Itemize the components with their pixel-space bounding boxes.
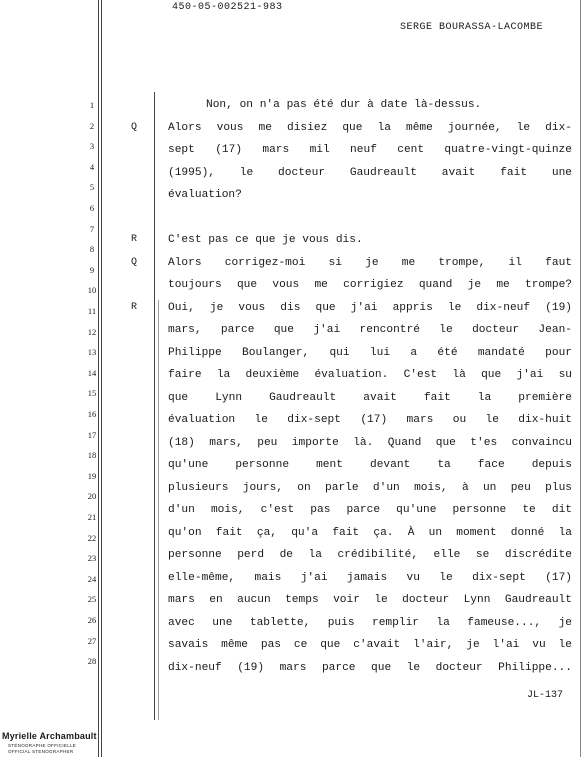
line-number: 15 <box>87 388 97 399</box>
transcript-line-text: mars, parce que j'ai rencontré le docteur Jean- <box>168 324 572 336</box>
line-number: 18 <box>87 450 97 461</box>
line-number: 6 <box>89 203 95 213</box>
line-number: 21 <box>87 512 97 522</box>
line-number: 9 <box>89 264 95 275</box>
stenographer-title-fr: STÉNOGRAPHE OFFICIELLE <box>8 743 77 748</box>
stenographer-title-en: OFFICIAL STENOGRAPHER <box>8 749 74 754</box>
transcript-line-text: (1995), le docteur Gaudreault avait fait une <box>168 166 572 179</box>
transcript-line-text: Alors corrigez-moi si je me trompe, il faut <box>168 256 572 269</box>
speaker-marker: R <box>130 301 137 313</box>
line-number: 14 <box>87 367 97 378</box>
transcript-line-text: plusieurs jours, on parle d'un mois, à un peu plus <box>168 481 572 494</box>
speaker-marker: Q <box>130 256 137 268</box>
line-number: 4 <box>89 161 95 172</box>
line-number: 11 <box>87 306 97 316</box>
transcript-line-text: (18) mars, peu importe là. Quand que t'es convaincu <box>168 436 572 449</box>
line-number: 27 <box>87 635 97 646</box>
transcript-line-text: évaluation? <box>168 189 242 201</box>
line-number: 7 <box>89 223 95 234</box>
line-number: 13 <box>87 347 97 358</box>
transcript-line-text: personne perd de la crédibilité, elle se discrédite <box>168 549 572 561</box>
line-number: 23 <box>87 553 97 564</box>
transcript-line-text: Alors vous me disiez que la même journée, le dix- <box>168 121 572 134</box>
transcript-line-text: C'est pas ce que je vous dis. <box>168 234 363 246</box>
line-number: 24 <box>87 573 97 584</box>
transcript-line-text: savais même pas ce que c'avait l'air, je l'ai vu le <box>168 639 572 651</box>
line-number: 16 <box>87 409 97 419</box>
transcript-line-text: Non, on n'a pas été dur à date là-dessus. <box>206 99 482 111</box>
line-number: 17 <box>87 429 97 440</box>
transcript-line-text: évaluation le dix-sept (17) mars ou le dix-huit <box>168 414 572 426</box>
stenographer-stamp <box>2 731 98 755</box>
right-margin-rule <box>580 0 581 757</box>
line-number: 26 <box>87 615 97 625</box>
line-number: 1 <box>89 100 95 110</box>
transcript-line-text: mars en aucun temps voir le docteur Lynn Gaudreault <box>168 594 572 606</box>
witness-name: SERGE BOURASSA-LACOMBE <box>400 22 544 33</box>
text-column-rule <box>154 92 155 720</box>
transcript-line-text: d'un mois, c'est pas parce qu'une personne te dit <box>168 504 572 516</box>
line-number: 28 <box>87 656 97 667</box>
transcript-line-text: avec une tablette, puis remplir la fameuse..., je <box>168 616 572 629</box>
transcript-line-text: sept (17) mars mil neuf cent quatre-vingt-quinze <box>168 144 572 156</box>
page-label: JL-137 <box>527 690 564 701</box>
transcript-line-text: Philippe Boulanger, qui lui a été mandaté pour <box>168 346 572 359</box>
line-number: 12 <box>87 326 97 337</box>
line-number: 19 <box>87 470 97 481</box>
transcript-line-text: Oui, je vous dis que j'ai appris le dix-neuf (19) <box>168 301 572 314</box>
line-number: 25 <box>87 594 97 605</box>
transcript-line-text: elle-même, mais j'ai jamais vu le dix-sept (17) <box>168 571 572 584</box>
line-number: 20 <box>87 491 97 502</box>
stenographer-name: Myrielle Archambault <box>2 731 97 741</box>
line-number: 22 <box>87 532 97 543</box>
transcript-line-text: toujours que vous me corrigiez quand je me trompe? <box>168 279 572 291</box>
speaker-marker: R <box>130 234 137 245</box>
text-column-rule-inner <box>158 300 159 720</box>
line-number: 2 <box>89 120 95 131</box>
speaker-marker: Q <box>130 121 137 133</box>
transcript-line-text: qu'on fait ça, qu'a fait ça. À un moment donné la <box>168 526 572 539</box>
line-number: 5 <box>89 182 95 193</box>
transcript-line-text: qu'une personne ment devant ta face depuis <box>168 459 572 471</box>
transcript-line-text: que Lynn Gaudreault avait fait la première <box>168 391 572 404</box>
file-number: 450-05-002521-983 <box>172 2 283 13</box>
line-number: 10 <box>87 285 97 296</box>
transcript-line-text: faire la deuxième évaluation. C'est là que j'ai su <box>168 369 572 381</box>
line-number: 3 <box>89 141 95 152</box>
line-number: 8 <box>89 244 95 255</box>
transcript-line-text: dix-neuf (19) mars parce que le docteur Philippe... <box>168 661 572 674</box>
